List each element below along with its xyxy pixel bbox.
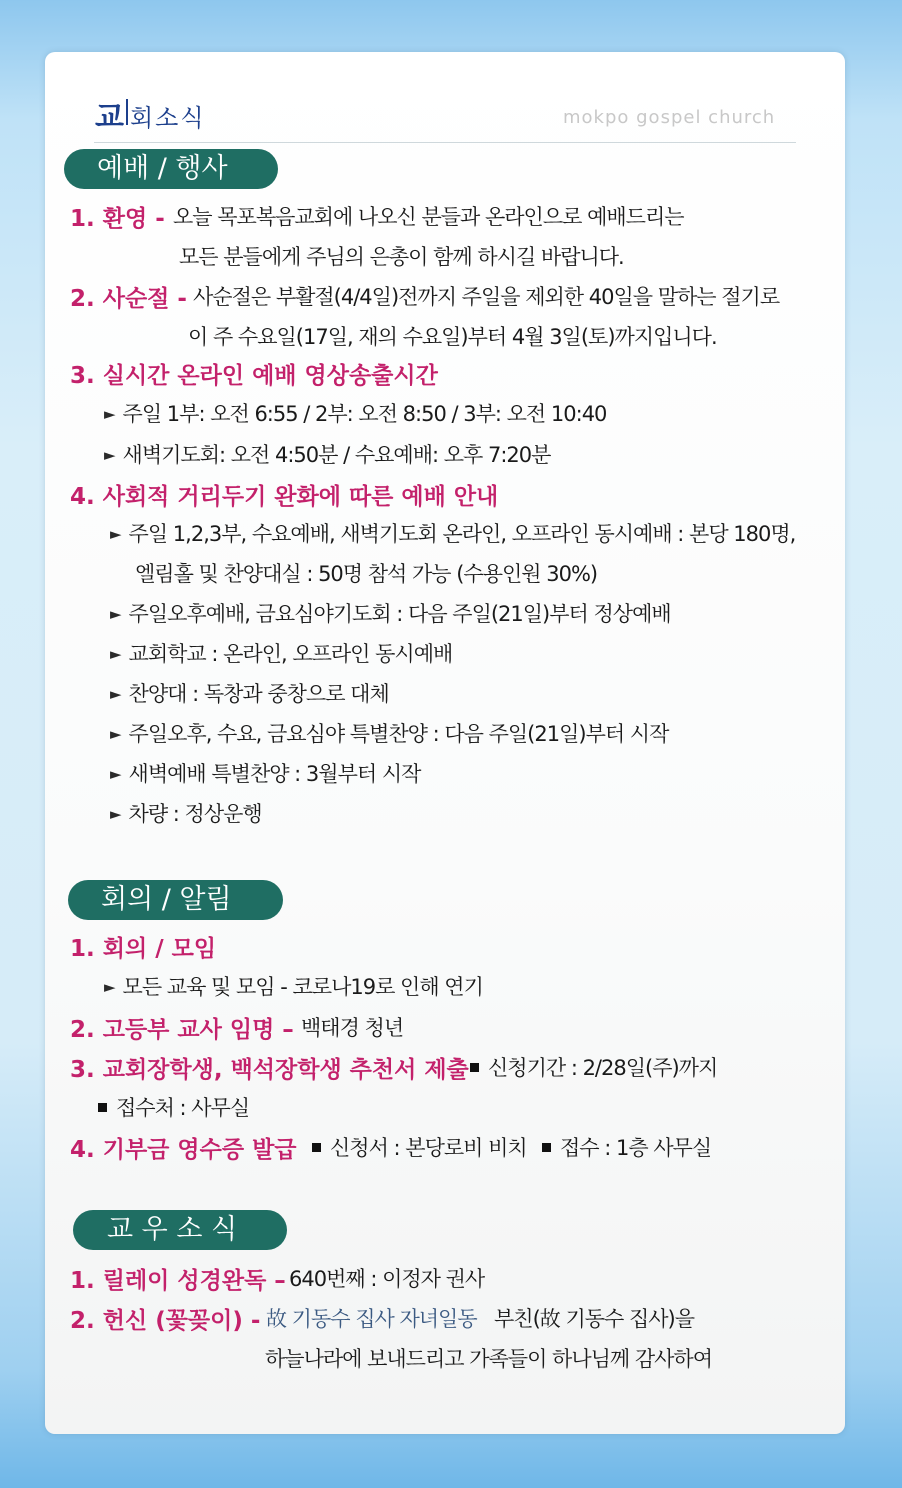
square-bullet-icon <box>470 1063 479 1072</box>
worship-item1-line1: 오늘 목포복음교회에 나오신 분들과 온라인으로 예배드리는 <box>173 205 684 229</box>
page-title: 회소식 <box>130 104 206 132</box>
section-pill-members: 교 우 소 식 <box>73 1210 287 1250</box>
meeting-item3-text2: 접수처 : 사무실 <box>98 1092 249 1122</box>
section-pill-meeting: 회의 / 알림 <box>68 880 283 920</box>
arrow-bullet-icon: ► <box>110 605 121 623</box>
meeting-item2-text: 백태경 청년 <box>301 1016 404 1040</box>
meeting-item3-text1: 신청기간 : 2/28일(주)까지 <box>470 1052 717 1082</box>
list-item-continuation: 엘림홀 및 찬양대실 : 50명 참석 가능 (수용인원 30%) <box>135 562 598 586</box>
list-item: ► 차량 : 정상운행 <box>110 802 262 826</box>
arrow-bullet-icon: ► <box>104 978 115 996</box>
list-item: ► 주일 1부: 오전 6:55 / 2부: 오전 8:50 / 3부: 오전 10:40 <box>104 402 607 426</box>
section-pill-worship: 예배 / 행사 <box>64 149 278 189</box>
arrow-bullet-icon: ► <box>110 725 121 743</box>
list-item: ► 주일오후, 수요, 금요심야 특별찬양 : 다음 주일(21일)부터 시작 <box>110 722 669 746</box>
members-item2-line1: 부친(故 기동수 집사)을 <box>494 1307 695 1331</box>
worship-item2-line1: 사순절은 부활절(4/4일)전까지 주일을 제외한 40일을 말하는 절기로 <box>193 285 780 309</box>
worship-item3-heading: 3. 실시간 온라인 예배 영상송출시간 <box>70 363 438 389</box>
square-bullet-icon <box>312 1143 321 1152</box>
list-item: ► 모든 교육 및 모임 - 코로나19로 인해 연기 <box>104 975 483 999</box>
members-item1-heading: 1. 릴레이 성경완독 – <box>70 1268 286 1294</box>
members-item2-heading: 2. 헌신 (꽃꽂이) - <box>70 1308 261 1334</box>
meeting-item2-heading: 2. 고등부 교사 임명 – <box>70 1017 294 1043</box>
list-item: ► 주일오후예배, 금요심야기도회 : 다음 주일(21일)부터 정상예배 <box>110 602 671 626</box>
arrow-bullet-icon: ► <box>110 645 121 663</box>
arrow-bullet-icon: ► <box>110 765 121 783</box>
list-item: ► 교회학교 : 온라인, 오프라인 동시예배 <box>110 642 453 666</box>
members-item2-line2: 하늘나라에 보내드리고 가족들이 하나님께 감사하여 <box>265 1347 712 1371</box>
worship-item2-line2: 이 주 수요일(17일, 재의 수요일)부터 4월 3일(토)까지입니다. <box>188 325 717 349</box>
church-brand: mokpo gospel church <box>563 107 776 128</box>
meeting-item4-text1: 신청서 : 본당로비 비치 <box>312 1132 527 1162</box>
worship-item2-heading: 2. 사순절 - <box>70 286 187 312</box>
worship-item1-line2: 모든 분들에게 주님의 은총이 함께 하시길 바랍니다. <box>179 245 624 269</box>
meeting-item3-heading: 3. 교회장학생, 백석장학생 추천서 제출 <box>70 1057 469 1083</box>
header-rule <box>94 142 796 143</box>
worship-item4-heading: 4. 사회적 거리두기 완화에 따른 예배 안내 <box>70 484 499 510</box>
arrow-bullet-icon: ► <box>104 405 115 423</box>
members-item2-donor: 故 기동수 집사 자녀일동 <box>266 1307 477 1331</box>
square-bullet-icon <box>542 1143 551 1152</box>
meeting-item4-heading: 4. 기부금 영수증 발급 <box>70 1137 297 1163</box>
page-title-bold: 교 <box>95 100 123 135</box>
meeting-item1-heading: 1. 회의 / 모임 <box>70 936 217 962</box>
list-item: ► 새벽기도회: 오전 4:50분 / 수요예배: 오후 7:20분 <box>104 443 551 467</box>
arrow-bullet-icon: ► <box>110 805 121 823</box>
arrow-bullet-icon: ► <box>104 446 115 464</box>
members-item1-text: 640번째 : 이정자 권사 <box>289 1267 485 1291</box>
arrow-bullet-icon: ► <box>110 685 121 703</box>
title-divider <box>126 99 128 125</box>
arrow-bullet-icon: ► <box>110 525 121 543</box>
list-item: ► 주일 1,2,3부, 수요예배, 새벽기도회 온라인, 오프라인 동시예배 : 본당 180명, <box>110 522 796 546</box>
worship-item1-heading: 1. 환영 - <box>70 206 165 232</box>
list-item: ► 새벽예배 특별찬양 : 3월부터 시작 <box>110 762 421 786</box>
square-bullet-icon <box>98 1103 107 1112</box>
meeting-item4-text2: 접수 : 1층 사무실 <box>542 1132 711 1162</box>
list-item: ► 찬양대 : 독창과 중창으로 대체 <box>110 682 389 706</box>
